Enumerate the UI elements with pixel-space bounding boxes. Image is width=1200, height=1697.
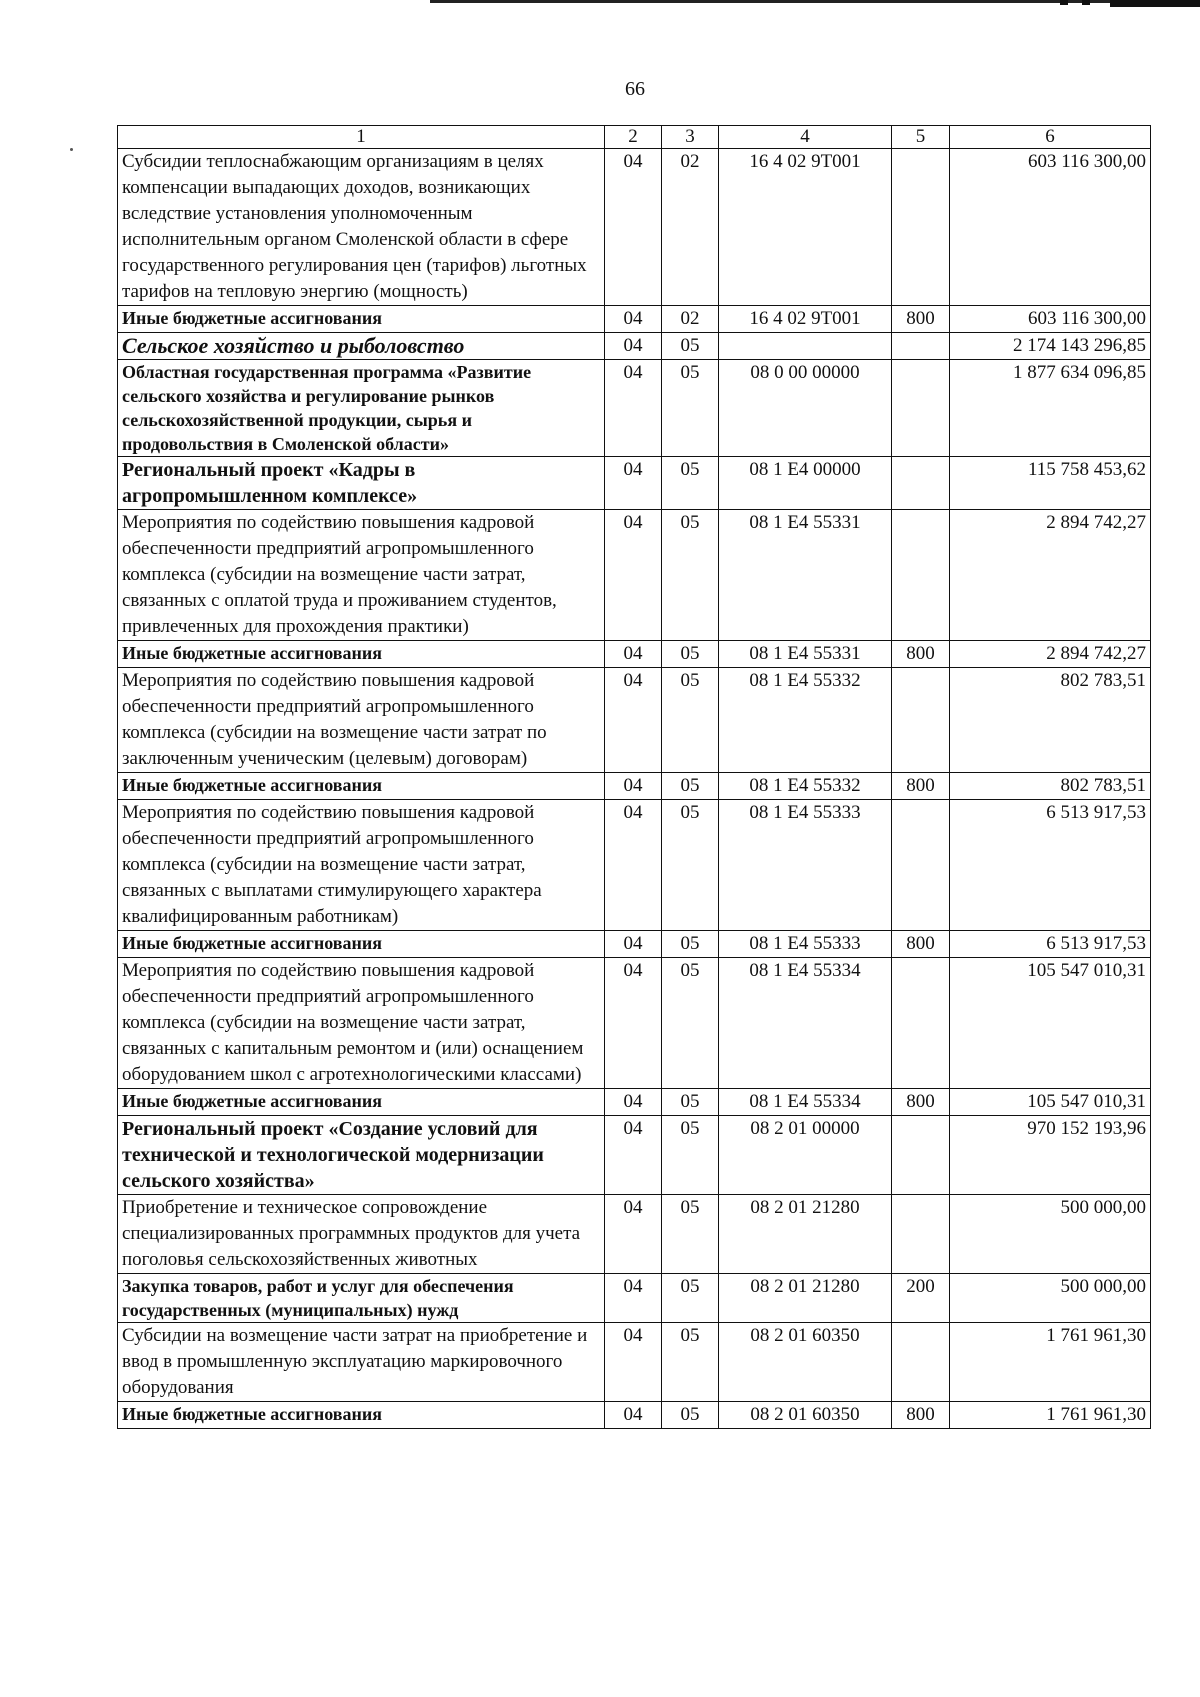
target-article-cell: 08 0 00 00000 xyxy=(719,360,892,457)
scan-mark xyxy=(1110,0,1200,7)
target-article-cell: 08 2 01 00000 xyxy=(719,1116,892,1195)
target-article-cell: 08 2 01 60350 xyxy=(719,1323,892,1402)
header-row xyxy=(118,126,1151,149)
section-code-cell: 04 xyxy=(605,1116,662,1195)
scan-mark xyxy=(1082,0,1090,5)
table-row xyxy=(118,668,1151,773)
expense-type-cell: 800 xyxy=(892,641,950,668)
amount-cell: 2 174 143 296,85 xyxy=(950,333,1151,360)
expense-type-cell xyxy=(892,333,950,360)
section-code-cell: 04 xyxy=(605,457,662,510)
target-article-cell: 08 1 Е4 55333 xyxy=(719,800,892,931)
subsection-code-cell: 05 xyxy=(662,1089,719,1116)
row-name-cell: Субсидии на возмещение части затрат на приобретение и ввод в промышленную эксплуатацию маркировочного оборудования xyxy=(118,1323,605,1402)
row-name-cell: Региональный проект «Создание условий для технической и технологической модернизации сельского хозяйства» xyxy=(118,1116,605,1195)
amount-cell: 6 513 917,53 xyxy=(950,931,1151,958)
table-row xyxy=(118,1323,1151,1402)
subsection-code-cell: 05 xyxy=(662,1195,719,1274)
budget-table xyxy=(117,125,1151,1429)
table-row xyxy=(118,1274,1151,1323)
subsection-code-cell: 05 xyxy=(662,931,719,958)
subsection-code-cell: 05 xyxy=(662,1323,719,1402)
expense-type-cell: 800 xyxy=(892,931,950,958)
table-row xyxy=(118,149,1151,306)
column-header: 4 xyxy=(719,126,892,149)
row-name-cell: Иные бюджетные ассигнования xyxy=(118,931,605,958)
expense-type-cell: 800 xyxy=(892,1402,950,1429)
expense-type-cell xyxy=(892,360,950,457)
section-code-cell: 04 xyxy=(605,668,662,773)
section-code-cell: 04 xyxy=(605,510,662,641)
row-name-cell: Иные бюджетные ассигнования xyxy=(118,306,605,333)
table-row xyxy=(118,360,1151,457)
table-row xyxy=(118,1116,1151,1195)
amount-cell: 2 894 742,27 xyxy=(950,641,1151,668)
table-row xyxy=(118,800,1151,931)
target-article-cell: 08 1 Е4 55332 xyxy=(719,773,892,800)
row-name-cell: Приобретение и техническое сопровождение специализированных программных продуктов для учета поголовья сельскохозяйственных животных xyxy=(118,1195,605,1274)
expense-type-cell xyxy=(892,668,950,773)
column-header: 3 xyxy=(662,126,719,149)
subsection-code-cell: 02 xyxy=(662,306,719,333)
row-name-cell: Иные бюджетные ассигнования xyxy=(118,773,605,800)
table-body xyxy=(118,126,1151,1429)
column-header: 5 xyxy=(892,126,950,149)
target-article-cell xyxy=(719,333,892,360)
table-row xyxy=(118,1089,1151,1116)
amount-cell: 105 547 010,31 xyxy=(950,1089,1151,1116)
amount-cell: 500 000,00 xyxy=(950,1274,1151,1323)
subsection-code-cell: 05 xyxy=(662,668,719,773)
section-code-cell: 04 xyxy=(605,1274,662,1323)
amount-cell: 2 894 742,27 xyxy=(950,510,1151,641)
target-article-cell: 08 1 Е4 55331 xyxy=(719,510,892,641)
target-article-cell: 08 1 Е4 55332 xyxy=(719,668,892,773)
section-code-cell: 04 xyxy=(605,800,662,931)
row-name-cell: Субсидии теплоснабжающим организациям в целях компенсации выпадающих доходов, возникающих вследствие установления уполномоченным исполнительным органом Смоленской области в сфере государственного регулирования цен (тарифов) льготных тарифов на тепловую энергию (мощность) xyxy=(118,149,605,306)
section-code-cell: 04 xyxy=(605,360,662,457)
target-article-cell: 08 2 01 60350 xyxy=(719,1402,892,1429)
row-name-cell: Региональный проект «Кадры в агропромышленном комплексе» xyxy=(118,457,605,510)
column-header: 1 xyxy=(118,126,605,149)
expense-type-cell xyxy=(892,1323,950,1402)
row-name-cell: Сельское хозяйство и рыболовство xyxy=(118,333,605,360)
expense-type-cell xyxy=(892,800,950,931)
subsection-code-cell: 05 xyxy=(662,360,719,457)
column-header: 6 xyxy=(950,126,1151,149)
target-article-cell: 16 4 02 9Т001 xyxy=(719,306,892,333)
section-code-cell: 04 xyxy=(605,958,662,1089)
page-number: 66 xyxy=(625,78,645,100)
expense-type-cell: 200 xyxy=(892,1274,950,1323)
row-name-cell: Мероприятия по содействию повышения кадровой обеспеченности предприятий агропромышленного комплекса (субсидии на возмещение части затрат, связанных с оплатой труда и проживанием студентов, привлеченных для прохождения практики) xyxy=(118,510,605,641)
amount-cell: 970 152 193,96 xyxy=(950,1116,1151,1195)
subsection-code-cell: 05 xyxy=(662,1274,719,1323)
expense-type-cell xyxy=(892,1195,950,1274)
expense-type-cell xyxy=(892,1116,950,1195)
table-row xyxy=(118,306,1151,333)
column-header: 2 xyxy=(605,126,662,149)
section-code-cell: 04 xyxy=(605,931,662,958)
expense-type-cell xyxy=(892,149,950,306)
expense-type-cell xyxy=(892,510,950,641)
subsection-code-cell: 05 xyxy=(662,641,719,668)
section-code-cell: 04 xyxy=(605,306,662,333)
table-row xyxy=(118,958,1151,1089)
section-code-cell: 04 xyxy=(605,1323,662,1402)
expense-type-cell: 800 xyxy=(892,1089,950,1116)
expense-type-cell: 800 xyxy=(892,773,950,800)
row-name-cell: Иные бюджетные ассигнования xyxy=(118,641,605,668)
table-row xyxy=(118,641,1151,668)
scan-mark xyxy=(1060,0,1068,5)
section-code-cell: 04 xyxy=(605,333,662,360)
section-code-cell: 04 xyxy=(605,1089,662,1116)
target-article-cell: 16 4 02 9Т001 xyxy=(719,149,892,306)
row-name-cell: Мероприятия по содействию повышения кадровой обеспеченности предприятий агропромышленного комплекса (субсидии на возмещение части затрат, связанных с капитальным ремонтом и (или) оснащением оборудованием школ с агротехнологическими классами) xyxy=(118,958,605,1089)
subsection-code-cell: 05 xyxy=(662,958,719,1089)
subsection-code-cell: 05 xyxy=(662,1402,719,1429)
expense-type-cell xyxy=(892,958,950,1089)
subsection-code-cell: 05 xyxy=(662,1116,719,1195)
expense-type-cell: 800 xyxy=(892,306,950,333)
row-name-cell: Областная государственная программа «Развитие сельского хозяйства и регулирование рынков сельскохозяйственной продукции, сырья и продовольствия в Смоленской области» xyxy=(118,360,605,457)
section-code-cell: 04 xyxy=(605,1402,662,1429)
amount-cell: 802 783,51 xyxy=(950,668,1151,773)
row-name-cell: Закупка товаров, работ и услуг для обеспечения государственных (муниципальных) нужд xyxy=(118,1274,605,1323)
table-row xyxy=(118,1402,1151,1429)
subsection-code-cell: 05 xyxy=(662,510,719,641)
target-article-cell: 08 1 Е4 55333 xyxy=(719,931,892,958)
subsection-code-cell: 05 xyxy=(662,457,719,510)
amount-cell: 105 547 010,31 xyxy=(950,958,1151,1089)
row-name-cell: Мероприятия по содействию повышения кадровой обеспеченности предприятий агропромышленного комплекса (субсидии на возмещение части затрат, связанных с выплатами стимулирующего характера квалифицированным работникам) xyxy=(118,800,605,931)
amount-cell: 1 761 961,30 xyxy=(950,1402,1151,1429)
amount-cell: 603 116 300,00 xyxy=(950,149,1151,306)
expense-type-cell xyxy=(892,457,950,510)
target-article-cell: 08 2 01 21280 xyxy=(719,1274,892,1323)
amount-cell: 1 761 961,30 xyxy=(950,1323,1151,1402)
target-article-cell: 08 1 Е4 00000 xyxy=(719,457,892,510)
table-row xyxy=(118,931,1151,958)
table-row xyxy=(118,773,1151,800)
section-code-cell: 04 xyxy=(605,149,662,306)
section-code-cell: 04 xyxy=(605,773,662,800)
subsection-code-cell: 05 xyxy=(662,773,719,800)
amount-cell: 6 513 917,53 xyxy=(950,800,1151,931)
subsection-code-cell: 05 xyxy=(662,800,719,931)
row-name-cell: Иные бюджетные ассигнования xyxy=(118,1402,605,1429)
amount-cell: 115 758 453,62 xyxy=(950,457,1151,510)
row-name-cell: Иные бюджетные ассигнования xyxy=(118,1089,605,1116)
subsection-code-cell: 02 xyxy=(662,149,719,306)
target-article-cell: 08 2 01 21280 xyxy=(719,1195,892,1274)
target-article-cell: 08 1 Е4 55334 xyxy=(719,958,892,1089)
amount-cell: 1 877 634 096,85 xyxy=(950,360,1151,457)
section-code-cell: 04 xyxy=(605,641,662,668)
row-name-cell: Мероприятия по содействию повышения кадровой обеспеченности предприятий агропромышленного комплекса (субсидии на возмещение части затрат по заключенным ученическим (целевым) договорам) xyxy=(118,668,605,773)
amount-cell: 603 116 300,00 xyxy=(950,306,1151,333)
target-article-cell: 08 1 Е4 55331 xyxy=(719,641,892,668)
target-article-cell: 08 1 Е4 55334 xyxy=(719,1089,892,1116)
table-row xyxy=(118,1195,1151,1274)
amount-cell: 500 000,00 xyxy=(950,1195,1151,1274)
table-row xyxy=(118,457,1151,510)
table-row xyxy=(118,510,1151,641)
section-code-cell: 04 xyxy=(605,1195,662,1274)
subsection-code-cell: 05 xyxy=(662,333,719,360)
amount-cell: 802 783,51 xyxy=(950,773,1151,800)
table-row xyxy=(118,333,1151,360)
scan-speck xyxy=(70,148,73,151)
